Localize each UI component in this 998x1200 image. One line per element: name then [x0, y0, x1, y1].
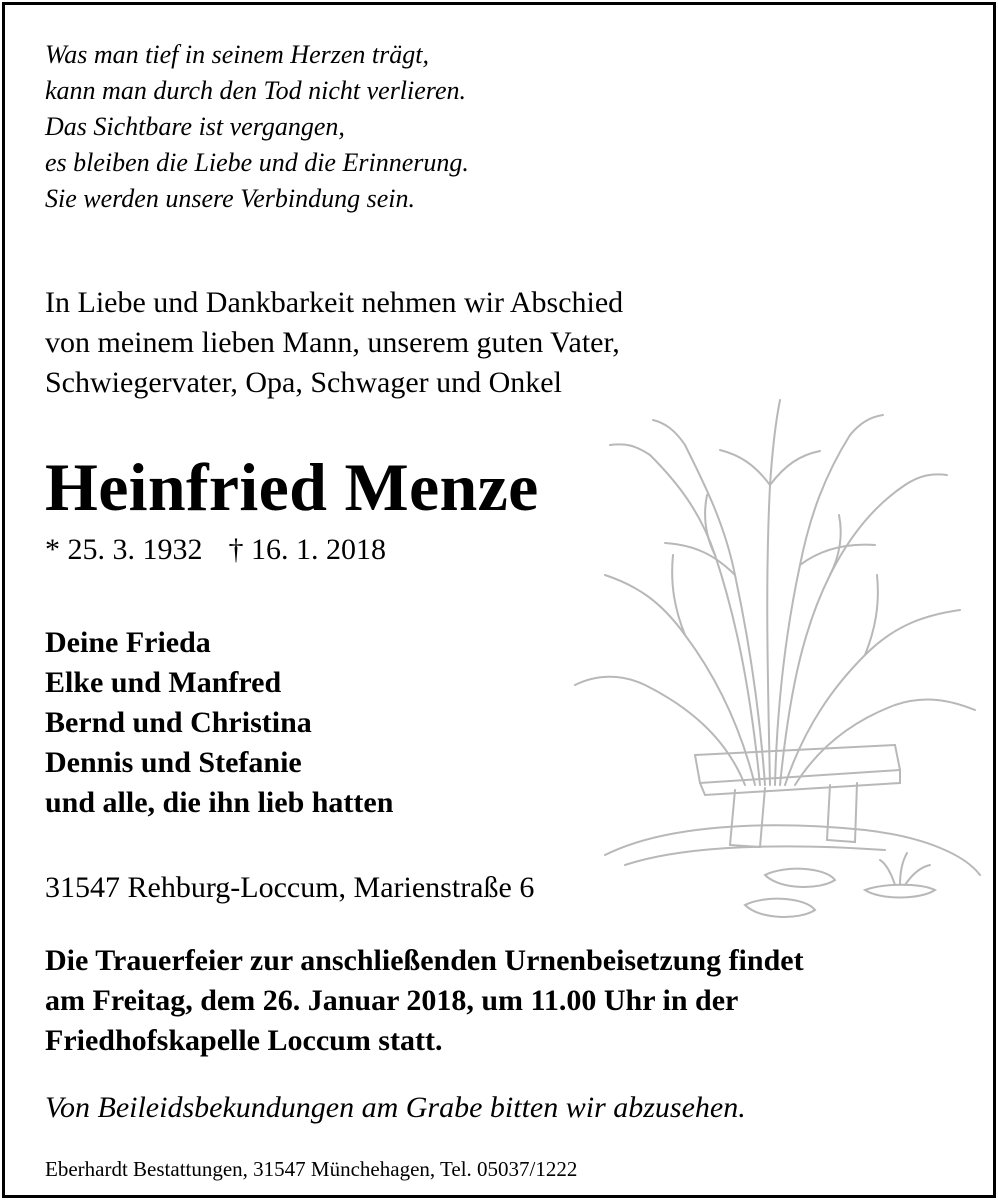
intro-line: In Liebe und Dankbarkeit nehmen wir Abschied	[45, 286, 624, 319]
death-date: † 16. 1. 2018	[228, 533, 386, 566]
ceremony-line: Friedhofskapelle Loccum statt.	[45, 1024, 443, 1057]
obituary-content	[5, 5, 993, 1195]
deceased-name: Heinfried Menze	[45, 449, 539, 525]
poem-line: Was man tief in seinem Herzen trägt,	[45, 40, 429, 69]
poem-line: Sie werden unsere Verbindung sein.	[45, 184, 415, 213]
obituary-frame	[2, 2, 996, 1198]
tree-bench-sketch-icon	[565, 385, 985, 945]
poem-line: Das Sichtbare ist vergangen,	[45, 112, 345, 141]
mourner-line: Deine Frieda	[45, 626, 211, 659]
mourner-line: und alle, die ihn lieb hatten	[45, 786, 394, 819]
mourner-line: Bernd und Christina	[45, 706, 312, 739]
intro-line: von meinem lieben Mann, unserem guten Vater,	[45, 326, 620, 359]
condolence-request: Von Beileidsbekundungen am Grabe bitten wir abzusehen.	[45, 1091, 746, 1124]
undertaker-info: Eberhardt Bestattungen, 31547 Münchehagen, Tel. 05037/1222	[45, 1157, 578, 1181]
poem-line: kann man durch den Tod nicht verlieren.	[45, 76, 466, 105]
life-dates	[45, 530, 386, 570]
poem-line: es bleiben die Liebe und die Erinnerung.	[45, 148, 469, 177]
ceremony-line: am Freitag, dem 26. Januar 2018, um 11.00 Uhr in der	[45, 984, 739, 1017]
intro-text	[45, 283, 765, 403]
mourners-list	[45, 623, 393, 823]
ceremony-notice	[45, 941, 945, 1061]
poem	[45, 37, 645, 217]
birth-date: * 25. 3. 1932	[45, 533, 203, 566]
mourner-line: Dennis und Stefanie	[45, 746, 302, 779]
family-address: 31547 Rehburg-Loccum, Marienstraße 6	[45, 871, 535, 904]
intro-line: Schwiegervater, Opa, Schwager und Onkel	[45, 366, 562, 399]
ceremony-line: Die Trauerfeier zur anschließenden Urnenbeisetzung findet	[45, 944, 804, 977]
mourner-line: Elke und Manfred	[45, 666, 282, 699]
